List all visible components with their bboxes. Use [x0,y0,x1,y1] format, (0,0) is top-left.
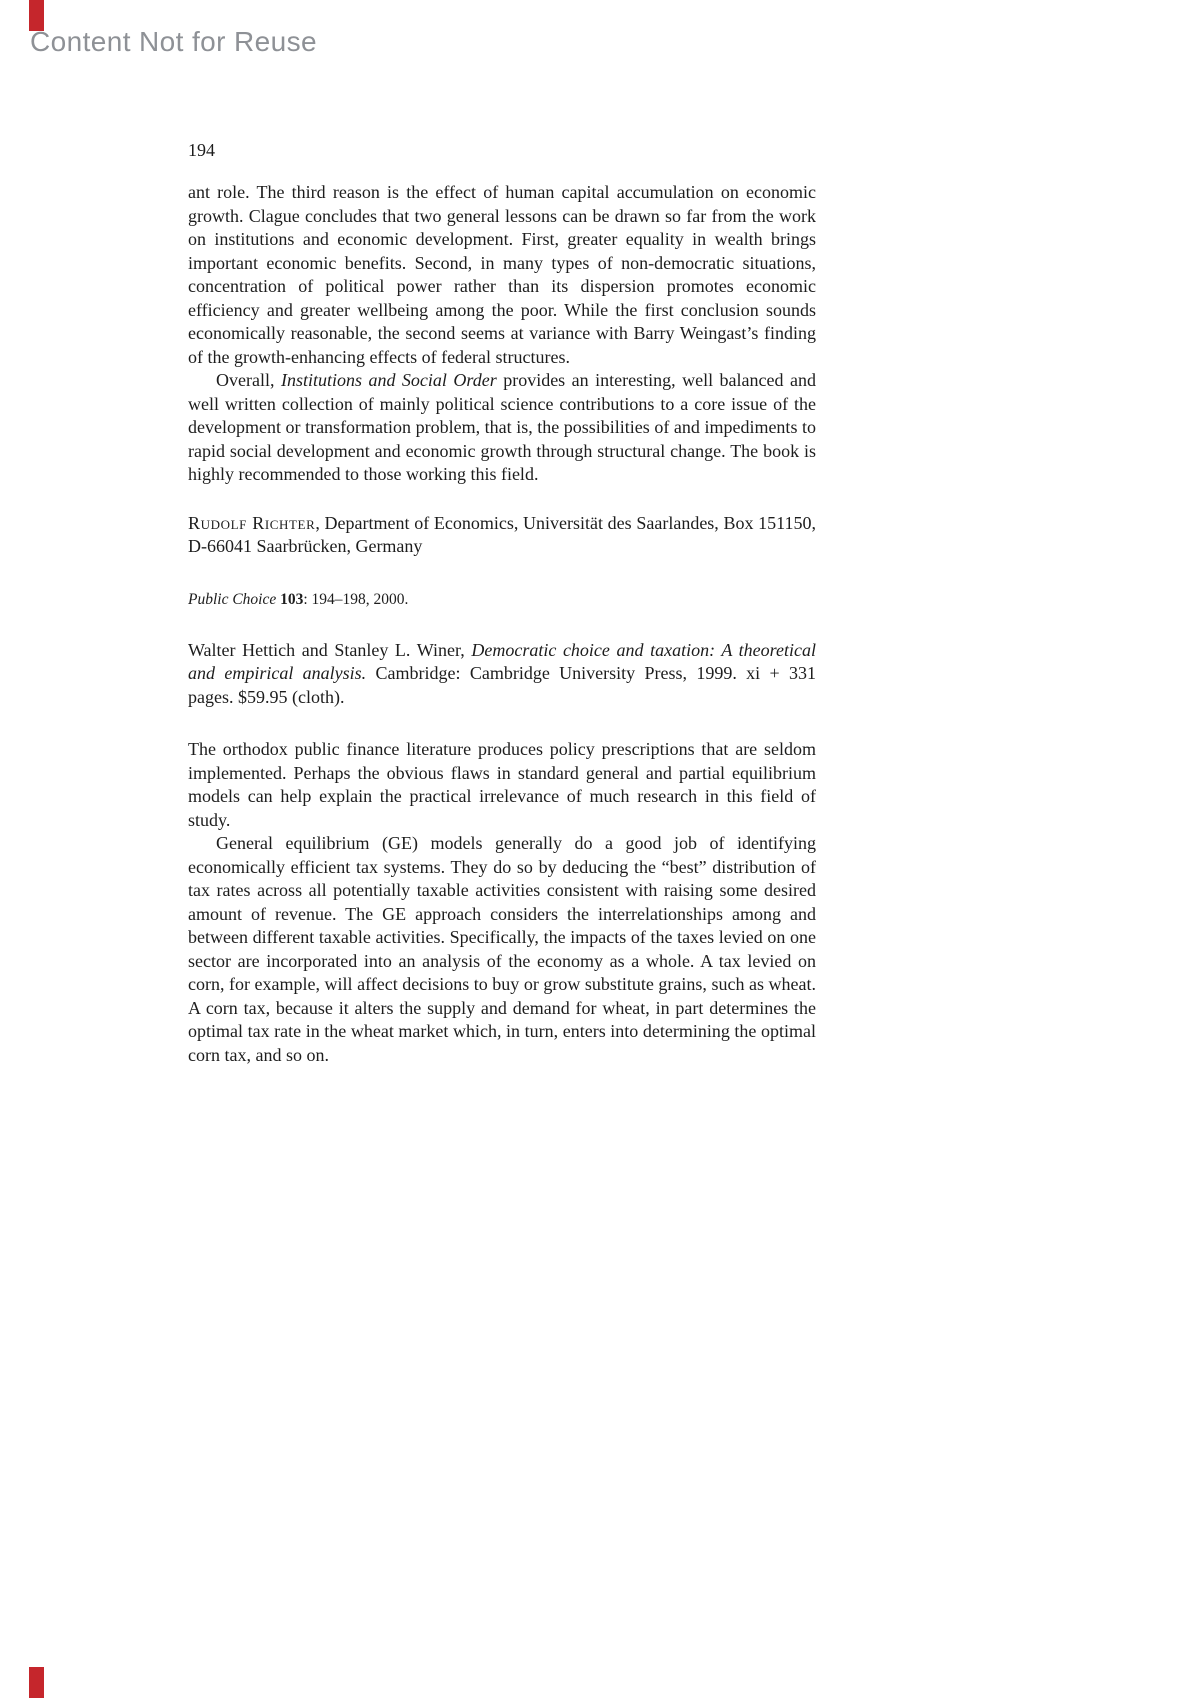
book-title-italic: Institutions and Social Order [280,370,497,390]
journal-volume: 103 [280,590,304,608]
reviewer-attribution [188,512,816,559]
reviewer-affiliation: , Department of Economics, Universität des Saarlandes, Box 151150, D-66041 Saarbrücken, Germany [188,512,816,556]
watermark: Content Not for Reuse [30,26,317,57]
book-authors: Walter Hettich and Stanley L. Winer, [188,639,472,660]
paragraph-text: The orthodox public finance literature produces policy prescriptions that are seldom implemented. Perhaps the obvious flaws in standard general and partial equilibrium models can help explain the practical irrelevance of much research in this field of study. [188,739,816,830]
paragraph-text: General equilibrium (GE) models generally do a good job of identifying economically efficient tax systems. They do so by deducing the “best” distribution of tax rates across all potentially taxable activities consistent with raising some desired amount of revenue. The GE approach considers the interrelationships among and between different taxable activities. Specifically, the impacts of the taxes levied on one sector are incorporated into an analysis of the economy as a whole. A tax levied on corn, for example, will affect decisions to buy or grow substitute grains, such as wheat. A corn tax, because it alters the supply and demand for wheat, in part determines the optimal tax rate in the wheat market which, in turn, enters into determining the optimal corn tax, and so on. [188,833,816,1065]
journal-pages: : 194–198, 2000. [303,590,409,608]
book-title-italic: Democratic choice and taxation: A theoretical and empirical analysis. [188,639,816,683]
page-number: 194 [188,140,215,160]
journal-citation [188,590,816,610]
red-edge-mark-bottom [29,1667,44,1698]
body-paragraph [188,832,816,1067]
book-review-header [188,639,816,710]
paragraph-text: Overall, [216,370,281,390]
reviewer-name: Rudolf Richter [188,512,316,533]
body-paragraph [188,738,816,832]
paragraph-text: provides an interesting, well balanced and well written collection of mainly political science contributions to a core issue of the development or transformation problem, that is, the possibilities of and impediments to rapid social development and economic growth through structural change. The book is highly recommended to those working this field. [188,370,816,484]
body-paragraph [188,181,816,369]
text-column [188,140,816,1067]
paragraph-text: ant role. The third reason is the effect of human capital accumulation on economic growth. Clague concludes that two general lessons can be drawn so far from the work on institutions and economic development. First, greater equality in wealth brings important economic benefits. Second, in many types of non-democratic situations, concentration of political power rather than its dispersion promotes economic efficiency and greater wellbeing among the poor. While the first conclusion sounds economically reasonable, the second seems at variance with Barry Weingast’s finding of the growth-enhancing effects of federal structures. [188,182,816,367]
body-paragraph [188,369,816,487]
book-publisher: Cambridge: Cambridge University Press, 1999. xi + 331 pages. $59.95 (cloth). [188,663,816,707]
journal-name: Public Choice [188,590,281,608]
